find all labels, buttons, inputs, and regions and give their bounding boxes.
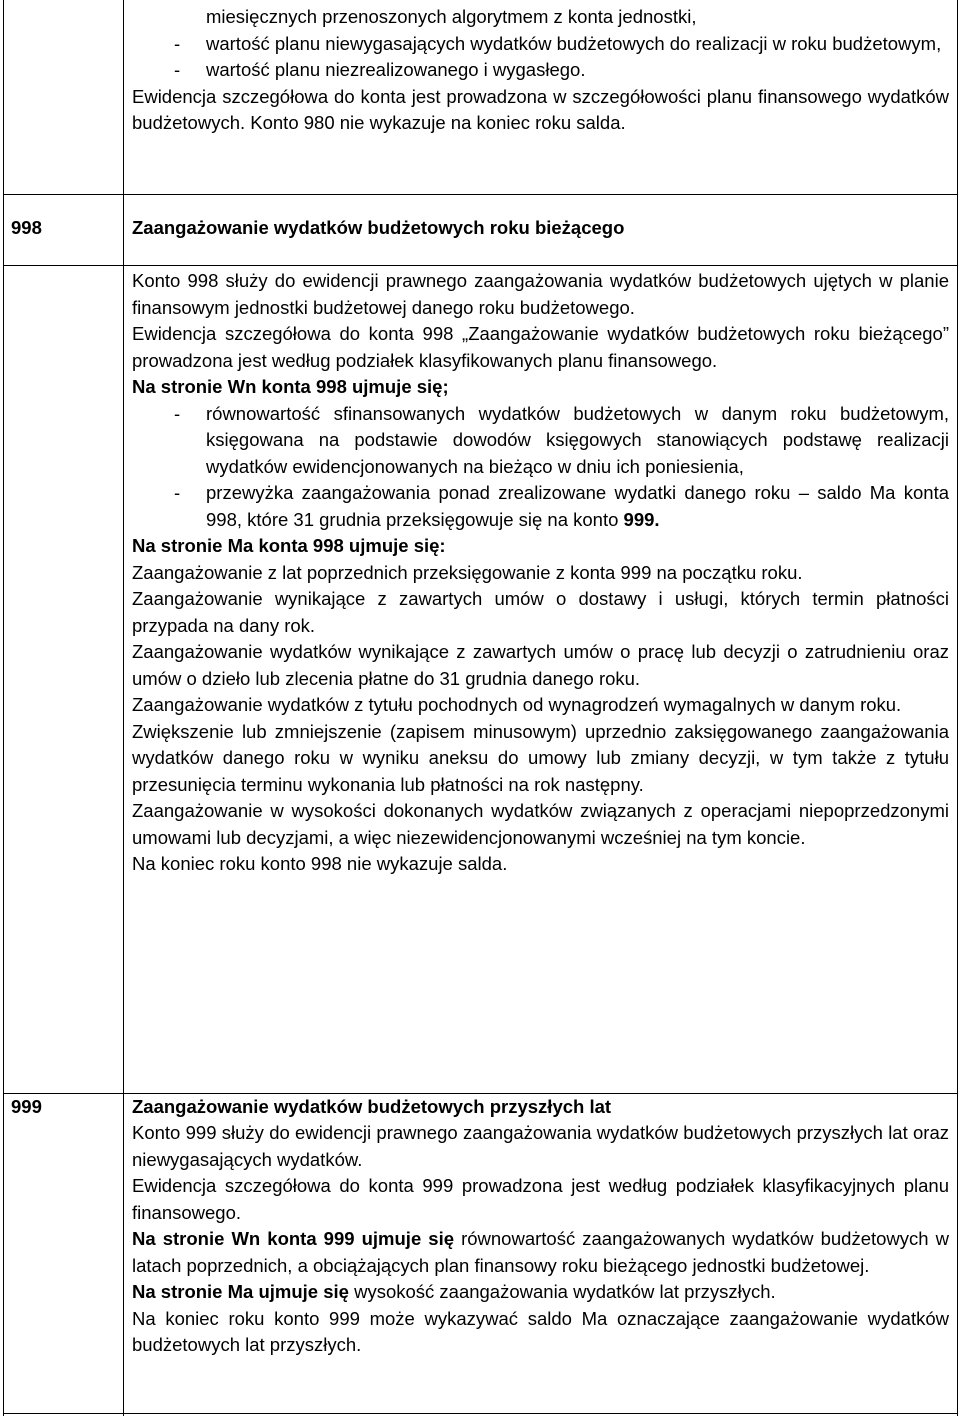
- paragraph: Zaangażowanie wydatków z tytułu pochodnych od wynagrodzeń wymagalnych w danym roku.: [132, 694, 902, 715]
- text-line: miesięcznych przenoszonych algorytmem z konta jednostki,: [206, 6, 697, 27]
- paragraph: Zaangażowanie wynikające z zawartych umów o dostawy i usługi, których termin płatności przypada na dany rok.: [132, 588, 949, 636]
- dash-marker: -: [174, 402, 181, 424]
- account-title-998: Zaangażowanie wydatków budżetowych roku bieżącego: [132, 217, 625, 238]
- account-number-999: 999: [11, 1096, 42, 1117]
- list-item-bold: 999.: [623, 508, 660, 530]
- paragraph: Konto 999 służy do ewidencji prawnego zaangażowania wydatków budżetowych przyszłych lat oraz niewygasających wydatków.: [132, 1122, 949, 1170]
- account-number-998: 998: [11, 217, 42, 238]
- dash-marker: -: [174, 59, 181, 80]
- paragraph: [132, 1279, 949, 1306]
- paragraph: Zwiększenie lub zmniejszenie (zapisem minusowym) uprzednio zaksięgowanego zaangażowania wydatków danego roku w wyniku aneksu do umowy lub zmiany decyzji, w tym także z tytułu przesunięcia terminu wykonania lub płatności na rok następny.: [132, 720, 949, 795]
- account-998-body: [132, 268, 949, 878]
- wn-heading: Na stronie Wn konta 998 ujmuje się;: [132, 376, 449, 397]
- list-item-text: wartość planu niewygasających wydatków budżetowych do realizacji w roku budżetowym,: [206, 32, 942, 54]
- paragraph: Na koniec roku konto 999 może wykazywać saldo Ma oznaczające zaangażowanie wydatków budżetowych lat przyszłych.: [132, 1307, 949, 1355]
- list-item-text: równowartość sfinansowanych wydatków budżetowych w danym roku budżetowym, księgowana na podstawie dowodów księgowych stanowiących podstawę realizacji wydatków ewidencjonowanych na bieżąco w dniu ich poniesienia,: [206, 402, 949, 477]
- row-divider-998: [3, 194, 958, 195]
- paragraph: Zaangażowanie w wysokości dokonanych wydatków związanych z operacjami niepoprzedzonymi umowami lub decyzjami, a więc niezewidencjonowanymi wcześniej na tym koncie.: [132, 800, 949, 848]
- paragraph-text: równowartość zaangażowanych wydatków budżetowych w latach poprzednich, a obciążających plan finansowy roku bieżącego jednostki budżetowej.: [132, 1228, 949, 1276]
- top-section: [132, 4, 949, 137]
- paragraph: [132, 1226, 949, 1279]
- table-left-border: [3, 0, 4, 1416]
- list-item-text: przewyżka zaangażowania ponad zrealizowane wydatki danego roku – saldo Ma konta 998, które 31 grudnia przeksięgowuje się na konto: [206, 482, 949, 530]
- list-item: [132, 480, 949, 533]
- paragraph-bold: Na stronie Ma ujmuje się: [132, 1281, 349, 1302]
- paragraph: Ewidencja szczegółowa do konta 999 prowadzona jest według podziałek klasyfikacyjnych planu finansowego.: [132, 1175, 949, 1223]
- account-title-999: Zaangażowanie wydatków budżetowych przyszłych lat: [132, 1096, 612, 1117]
- list-item: [132, 31, 949, 58]
- paragraph: Ewidencja szczegółowa do konta jest prowadzona w szczegółowości planu finansowego wydatków budżetowych. Konto 980 nie wykazuje na koniec roku salda.: [132, 85, 949, 133]
- list-item-text: wartość planu niezrealizowanego i wygasłego.: [206, 59, 586, 80]
- paragraph: Zaangażowanie z lat poprzednich przeksięgowanie z konta 999 na początku roku.: [132, 561, 803, 583]
- dash-marker: -: [174, 32, 181, 54]
- list-item: [132, 57, 949, 84]
- table-right-border: [957, 0, 958, 1416]
- ma-heading: Na stronie Ma konta 998 ujmuje się:: [132, 535, 446, 556]
- paragraph: Zaangażowanie wydatków wynikające z zawartych umów o pracę lub decyzji o zatrudnieniu oraz umów o dzieło lub zlecenia płatne do 31 grudnia danego roku.: [132, 641, 949, 689]
- row-divider-998-title: [3, 265, 958, 266]
- account-999-body: [132, 1120, 949, 1359]
- table-column-divider: [123, 0, 124, 1416]
- dash-marker: -: [174, 482, 181, 503]
- paragraph-text: wysokość zaangażowania wydatków lat przyszłych.: [348, 1281, 776, 1302]
- paragraph: Konto 998 służy do ewidencji prawnego zaangażowania wydatków budżetowych ujętych w planie finansowym jednostki budżetowej danego roku budżetowego.: [132, 270, 949, 318]
- table-bottom-border: [3, 1413, 958, 1414]
- paragraph: Na koniec roku konto 998 nie wykazuje salda.: [132, 853, 508, 874]
- list-item: [132, 401, 949, 481]
- paragraph-bold: Na stronie Wn konta 999 ujmuje się: [132, 1228, 455, 1249]
- paragraph: Ewidencja szczegółowa do konta 998 „Zaangażowanie wydatków budżetowych roku bieżącego” prowadzona jest według podziałek klasyfikowanych planu finansowego.: [132, 323, 949, 371]
